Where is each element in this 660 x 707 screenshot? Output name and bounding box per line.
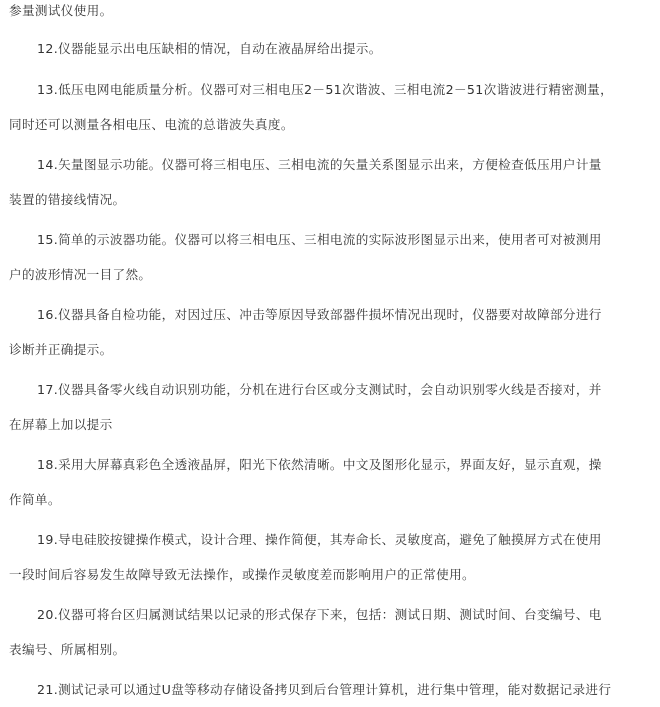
text-line-19: 21.测试记录可以通过U盘等移动存储设备拷贝到后台管理计算机，进行集中管理，能对数据记录进行 bbox=[37, 682, 612, 697]
text-line-13: 18.采用大屏幕真彩色全透液晶屏，阳光下依然清晰。中文及图形化显示，界面友好，显示直观，操 bbox=[37, 457, 602, 472]
text-line-4: 同时还可以测量各相电压、电流的总谐波失真度。 bbox=[9, 117, 294, 132]
text-line-16: 一段时间后容易发生故障导致无法操作，或操作灵敏度差而影响用户的正常使用。 bbox=[9, 567, 475, 582]
text-line-3: 13.低压电网电能质量分析。仪器可对三相电压2－51次谐波、三相电流2－51次谐波进行精密测量， bbox=[37, 82, 614, 97]
text-line-5: 14.矢量图显示功能。仪器可将三相电压、三相电流的矢量关系图显示出来，方便检查低压用户计量 bbox=[37, 157, 602, 172]
text-line-15: 19.导电硅胶按键操作模式，设计合理、操作简便，其寿命长、灵敏度高，避免了触摸屏方式在使用 bbox=[37, 532, 602, 547]
text-line-12: 在屏幕上加以提示 bbox=[9, 417, 113, 432]
text-line-17: 20.仪器可将台区归属测试结果以记录的形式保存下来，包括：测试日期、测试时间、台变编号、电 bbox=[37, 607, 602, 622]
text-line-10: 诊断并正确提示。 bbox=[9, 342, 113, 357]
text-line-9: 16.仪器具备自检功能，对因过压、冲击等原因导致部器件损坏情况出现时，仪器要对故障部分进行 bbox=[37, 307, 602, 322]
text-line-6: 装置的错接线情况。 bbox=[9, 192, 126, 207]
text-line-14: 作简单。 bbox=[9, 492, 61, 507]
text-line-8: 户的波形情况一目了然。 bbox=[9, 267, 152, 282]
text-line-18: 表编号、所属相别。 bbox=[9, 642, 126, 657]
text-line-11: 17.仪器具备零火线自动识别功能，分机在进行台区或分支测试时，会自动识别零火线是否接对，并 bbox=[37, 382, 602, 397]
text-line-2: 12.仪器能显示出电压缺相的情况，自动在液晶屏给出提示。 bbox=[37, 41, 382, 56]
text-line-7: 15.简单的示波器功能。仪器可以将三相电压、三相电流的实际波形图显示出来，使用者可对被测用 bbox=[37, 232, 602, 247]
text-line-1: 参量测试仪使用。 bbox=[9, 3, 113, 18]
